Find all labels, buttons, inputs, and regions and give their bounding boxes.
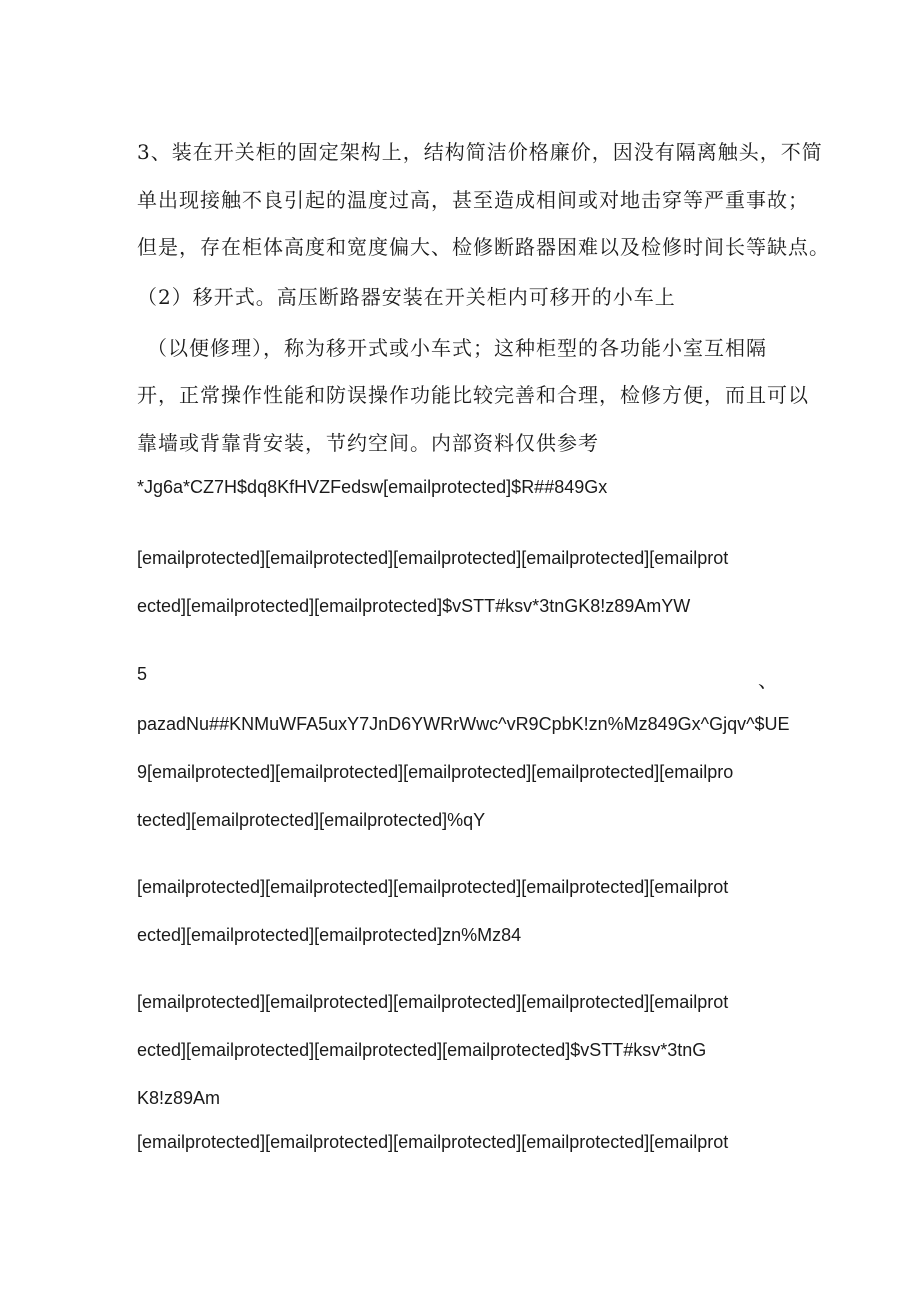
garbled-line-3: ected][emailprotected][emailprotected]$vSTT#ksv*3tnGK8!z89AmYW — [137, 596, 691, 616]
garbled-line-13: [emailprotected][emailprotected][emailprotected][emailprotected][emailprot — [137, 1132, 729, 1152]
garbled-line-10: [emailprotected][emailprotected][emailprotected][emailprotected][emailprot — [137, 992, 729, 1012]
garbled-line-12: K8!z89Am — [137, 1088, 221, 1108]
garbled-line-7: tected][emailprotected][emailprotected]%qY — [137, 810, 486, 830]
garbled-line-11: ected][emailprotected][emailprotected][emailprotected]$vSTT#ksv*3tnG — [137, 1040, 707, 1060]
paragraph-fixed-line-2: 单出现接触不良引起的温度过高，甚至造成相间或对地击穿等严重事故； — [137, 188, 809, 212]
garbled-line-9: ected][emailprotected][emailprotected]zn%Mz84 — [137, 925, 522, 945]
paragraph-removable-line-3: 开，正常操作性能和防误操作功能比较完善和合理，检修方便，而且可以 — [137, 383, 809, 407]
garbled-line-8: [emailprotected][emailprotected][emailprotected][emailprotected][emailprot — [137, 877, 729, 897]
paragraph-fixed-line-3: 但是，存在柜体高度和宽度偏大、检修断路器困难以及检修时间长等缺点。 — [137, 235, 830, 259]
paragraph-removable-line-4: 靠墙或背靠背安装，节约空间。内部资料仅供参考 — [137, 431, 599, 455]
garbled-line-2: [emailprotected][emailprotected][emailprotected][emailprotected][emailprot — [137, 548, 729, 568]
paragraph-removable-line-1: （2）移开式。高压断路器安装在开关柜内可移开的小车上 — [137, 285, 676, 309]
garbled-line-4-left: 5 — [137, 664, 148, 684]
garbled-line-5: pazadNu##KNMuWFA5uxY7JnD6YWRrWwc^vR9CpbK!zn%Mz849Gx^Gjqv^$UE — [137, 714, 790, 734]
garbled-line-1: *Jg6a*CZ7H$dq8KfHVZFedsw[emailprotected]$R##849Gx — [137, 477, 608, 497]
garbled-line-4-right: 、 — [758, 668, 778, 692]
garbled-line-6: 9[emailprotected][emailprotected][emailprotected][emailprotected][emailpro — [137, 762, 734, 782]
paragraph-fixed-line-1: 3、装在开关柜的固定架构上，结构简洁价格廉价，因没有隔离触头，不简 — [137, 140, 823, 164]
paragraph-removable-line-2: （以便修理），称为移开式或小车式；这种柜型的各功能小室互相隔 — [147, 336, 767, 360]
